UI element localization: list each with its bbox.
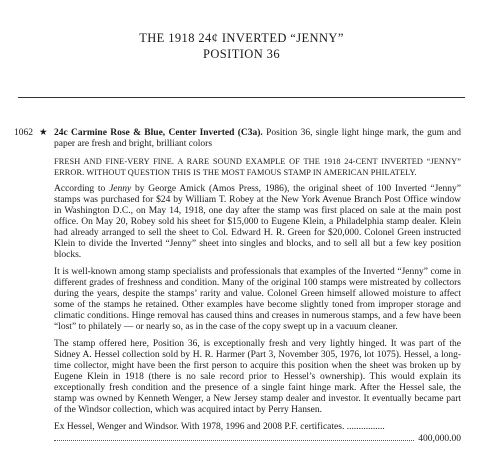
lot-number-block <box>14 128 48 139</box>
star-icon: ★ <box>39 128 48 138</box>
paragraph-history-prefix: According to <box>54 184 110 194</box>
paragraph-condition: It is well-known among stamp specialists and professionals that examples of the Inverted “Jenny” come in different grades of freshness and condition. Many of the original 100 stamps were mistreated by collectors during the years, despite the stamps’ rarity and value. Colonel Green himself allowed moisture to affect some of the stamps he retained. Other examples have become slightly toned from improper storage and climatic conditions. Hinge removal has caused thins and creases in numerous stamps, and a few have been “lost” to philately — or nearly so, as in the case of the copy swept up in a vacuum cleaner. <box>54 267 461 332</box>
paragraph-history <box>54 184 461 261</box>
lot-summary: FRESH AND FINE-VERY FINE. A RARE SOUND EXAMPLE OF THE 1918 24-CENT INVERTED “JENNY” ERROR. WITHOUT QUESTION THIS IS THE MOST FAMOUS STAMP IN AMERICAN PHILATELY. <box>54 157 461 177</box>
lot-heading-bold: 24c Carmine Rose & Blue, Center Inverted (C3a). <box>54 128 263 138</box>
page-subtitle: POSITION 36 <box>203 47 280 61</box>
leader-dots <box>54 440 414 441</box>
paragraph-history-rest: by George Amick (Amos Press, 1986), the original sheet of 100 Inverted “Jenny” stamps was purchased for $24 by William T. Robey at the New York Avenue Branch Post Office window in Washington D.C., on May 14, 1918, one day after the stamp was first placed on sale at the main post office. On May 20, Robey sold his sheet for $15,000 to Eugene Klein, a Philadelphia stamp dealer. Klein had already arranged to sell the sheet to Col. Edward H. R. Green for $20,000. Colonel Green instructed Klein to divide the Inverted “Jenny” sheet into singles and blocks, and to sell all but a few key position blocks. <box>54 184 461 260</box>
lot-heading <box>54 128 461 150</box>
lot-estimate: 400,000.00 <box>418 434 461 444</box>
paragraph-provenance-detail: The stamp offered here, Position 36, is exceptionally fresh and very lightly hinged. It was part of the Sidney A. Hessel collection sold by H. R. Harmer (Part 3, November 305, 1976, lot 1075). Hessel, a long-time collector, might have been the first person to acquire this position when the sheet was broken up by Eugene Klein in 1918 (there is no sale record prior to Hessel’s ownership). This would explain its exceptionally fresh condition and the presence of a single faint hinge mark. After the Hessel sale, the stamp was owned by Kenneth Wenger, a New Jersey stamp dealer and investor. It eventually became part of the Windsor collection, which was acquired intact by Perry Hansen. <box>54 339 461 415</box>
price-row <box>54 434 461 445</box>
divider <box>18 97 465 98</box>
lot-description <box>54 128 461 445</box>
book-title: Jenny <box>109 184 132 194</box>
lot-heading-rest: Position 36, single light hinge mark, the gum and paper are fresh and bright, brilliant colors <box>54 128 461 149</box>
page-title: THE 1918 24¢ INVERTED “JENNY” <box>139 31 344 45</box>
provenance-line: Ex Hessel, Wenger and Windsor. With 1978, 1996 and 2008 P.F. certificates. ................ <box>54 422 385 432</box>
lot-number: 1062 <box>14 128 33 138</box>
